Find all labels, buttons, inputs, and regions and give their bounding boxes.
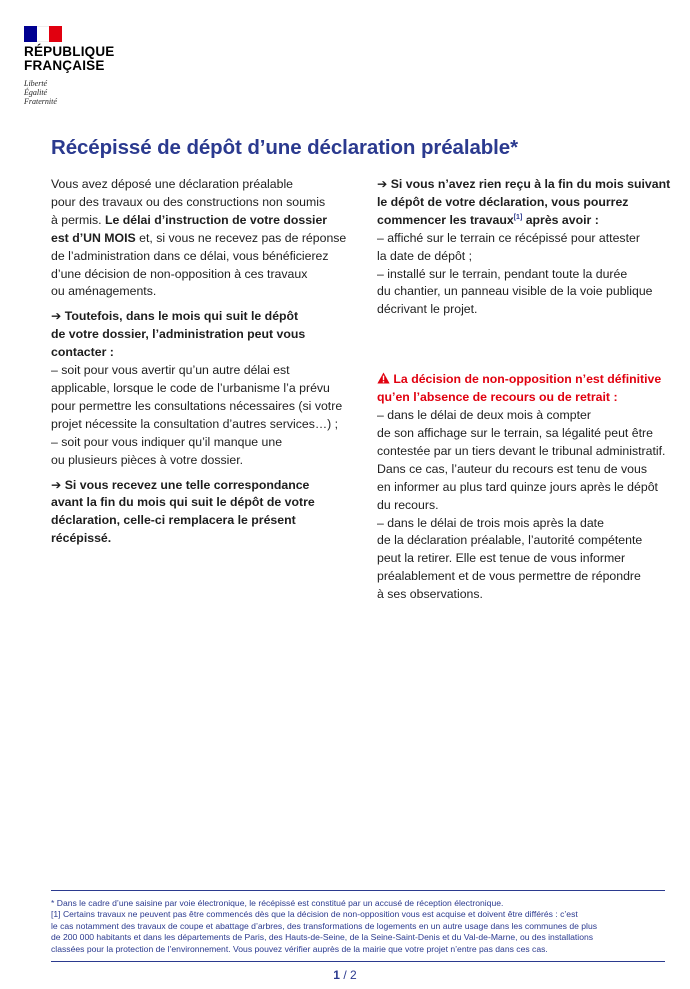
text-line: et, si vous ne recevez pas de réponse: [135, 230, 347, 245]
text-line: en informer au plus tard quinze jours après le dépôt: [377, 479, 658, 494]
page-separator: /: [339, 968, 350, 982]
logo-text: [24, 45, 115, 73]
text-line: – installé sur le terrain, pendant toute la durée: [377, 266, 628, 281]
footnote-ref-1[interactable]: [1]: [513, 213, 523, 221]
footnote-1: [51, 909, 665, 955]
text-line: classées pour la protection de l’environnement. Vous pouvez vérifier auprès de la mairie que votre projet n’entre pas dans ces cas.: [51, 943, 548, 954]
text-line: du recours.: [377, 497, 439, 512]
page-current: 1: [333, 968, 340, 982]
motto-fraternite: Fraternité: [24, 97, 57, 106]
text-line: ou plusieurs pièces à votre dossier.: [51, 452, 244, 467]
text-line: le cas notamment des travaux de coupe et abattage d’arbres, des transformations de logements en un autre usage dans les communes de plus: [51, 920, 598, 931]
footnote-star: * Dans le cadre d’une saisine par voie électronique, le récépissé est constitué par un accusé de réception électronique.: [51, 898, 504, 908]
left-column: [51, 176, 351, 548]
text-line: de votre dossier, l’administration peut vous: [51, 327, 306, 342]
text-line: contacter :: [51, 345, 114, 360]
text-line: le dépôt de votre déclaration, vous pourrez: [377, 194, 629, 209]
text-line: du chantier, un panneau visible de la voie publique: [377, 284, 653, 299]
text-line: ou aménagements.: [51, 284, 157, 299]
text-line: de l’administration dans ce délai, vous bénéficierez: [51, 248, 329, 263]
text-line: La décision de non-opposition n’est définitive: [393, 372, 662, 387]
start-works-heading: [377, 176, 677, 230]
text-line: – dans le délai de trois mois après la date: [377, 515, 604, 530]
text-line: la date de dépôt ;: [377, 248, 473, 263]
start-works-list: [377, 230, 677, 320]
footnotes: [51, 898, 665, 955]
delay-emphasis-2: est d’UN MOIS: [51, 230, 136, 245]
text-line: déclaration, celle-ci remplacera le présent: [51, 513, 296, 528]
text-line: à permis.: [51, 212, 102, 227]
text-line: de 200 000 habitants et dans les départements de Paris, des Hauts-de-Seine, de la Seine-Saint-Denis et du Val-de-Marne, ou des installations: [51, 932, 594, 943]
text-line: avant la fin du mois qui suit le dépôt de votre: [51, 495, 315, 510]
text-line: récépissé.: [51, 531, 112, 546]
text-line: Dans ce cas, l’auteur du recours est tenu de vous: [377, 461, 647, 476]
text-line: ➔ Toutefois, dans le mois qui suit le dépôt: [51, 309, 299, 324]
text-line: décrivant le projet.: [377, 302, 478, 317]
text-line: d’une décision de non-opposition à ces travaux: [51, 266, 308, 281]
right-column: [377, 176, 677, 604]
text-line: commencer les travaux: [377, 212, 514, 227]
intro-paragraph: [51, 176, 351, 301]
text-line: ➔ Si vous recevez une telle correspondance: [51, 477, 310, 492]
page-title: Récépissé de dépôt d’une déclaration préalable*: [51, 136, 518, 159]
logo-motto: [24, 79, 115, 106]
text-line: [1] Certains travaux ne peuvent pas être commencés dès que la décision de non-opposition vous est acquise et doivent être différés : c’est: [51, 909, 578, 920]
page-bottom-divider: [51, 961, 665, 962]
motto-liberte: Liberté: [24, 79, 48, 88]
contact-heading: [51, 308, 351, 362]
text-line: – dans le délai de deux mois à compter: [377, 408, 591, 423]
text-line: projet nécessite la consultation d’autres services…) ;: [51, 416, 339, 431]
text-line: à ses observations.: [377, 587, 483, 602]
logo-line-1: RÉPUBLIQUE: [24, 44, 115, 59]
text-line: contestée par un tiers devant le tribunal administratif.: [377, 443, 666, 458]
delay-emphasis: Le délai d’instruction de votre dossier: [105, 212, 328, 227]
text-line: de son affichage sur le terrain, sa légalité peut être: [377, 425, 653, 440]
footnote-divider: [51, 890, 665, 891]
motto-egalite: Égalité: [24, 88, 48, 97]
text-line: pour permettre les consultations nécessaires (si votre: [51, 398, 343, 413]
text-line: applicable, lorsque le code de l’urbanisme l’a prévu: [51, 380, 330, 395]
text-line: après avoir :: [522, 212, 599, 227]
text-line: ➔ Si vous n’avez rien reçu à la fin du mois suivant: [377, 177, 671, 191]
text-line: pour des travaux ou des constructions non soumis: [51, 194, 326, 209]
text-line: qu’en l’absence de recours ou de retrait :: [377, 390, 618, 405]
logo-line-2: FRANÇAISE: [24, 58, 105, 73]
warning-heading: [377, 371, 677, 407]
text-line: peut la retirer. Elle est tenue de vous informer: [377, 551, 626, 566]
contact-list: [51, 362, 351, 469]
text-line: préalablement et de vous permettre de répondre: [377, 569, 641, 584]
text-line: – soit pour vous indiquer qu’il manque une: [51, 434, 283, 449]
warning-list: [377, 407, 677, 604]
correspondence-paragraph: [51, 477, 351, 549]
text-line: – soit pour vous avertir qu’un autre délai est: [51, 363, 290, 378]
warning-triangle-icon: [377, 372, 390, 384]
republique-francaise-logo: [24, 26, 115, 106]
text-line: de la déclaration préalable, l’autorité compétente: [377, 533, 643, 548]
text-line: – affiché sur le terrain ce récépissé pour attester: [377, 230, 640, 245]
page-number: [0, 968, 690, 982]
text-line: Vous avez déposé une déclaration préalable: [51, 177, 294, 191]
marianne-flag-icon: [24, 26, 62, 42]
page-total: 2: [350, 968, 357, 982]
